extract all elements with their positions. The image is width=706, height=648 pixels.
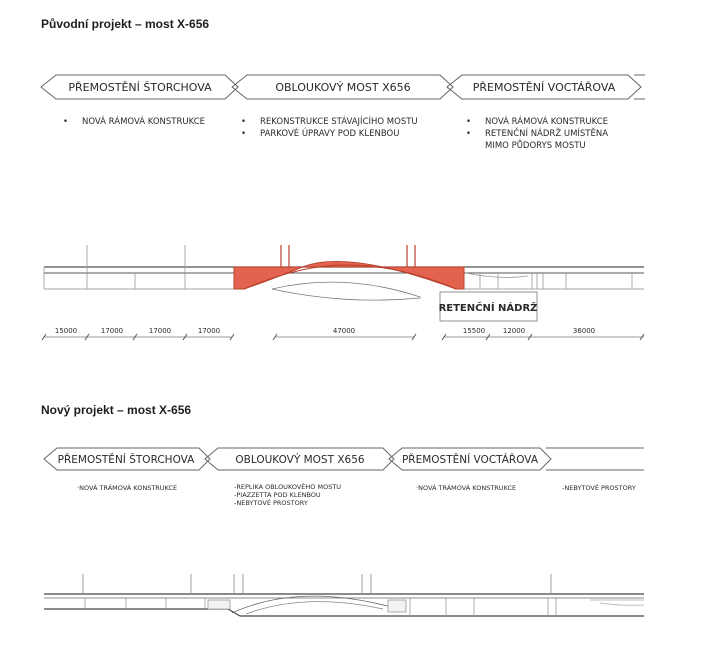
note-item: RETENČNÍ NÁDRŽ UMÍSTĚNA xyxy=(485,129,609,139)
note-item: NOVÁ RÁMOVÁ KONSTRUKCE xyxy=(485,117,609,127)
section-label-voctarova: PŘEMOSTĚNÍ VOCTÁŘOVA xyxy=(472,81,616,94)
section-label-arch: OBLOUKOVÝ MOST X656 xyxy=(235,454,365,466)
note-bullet: • xyxy=(466,129,472,139)
bridge-elevation-original xyxy=(44,245,644,300)
heading-original-project: Původní projekt – most X-656 xyxy=(41,17,210,31)
note-item: ·NOVÁ TRÁMOVÁ KONSTRUKCE xyxy=(416,484,517,492)
dimension-label: 47000 xyxy=(332,327,356,335)
heading-new-project: Nový projekt – most X-656 xyxy=(41,403,192,417)
dimension-label: 17000 xyxy=(197,327,221,335)
new-project-drawing xyxy=(0,428,706,648)
section-label-arch: OBLOUKOVÝ MOST X656 xyxy=(275,81,411,94)
note-item: -NEBYTOVÉ PROSTORY xyxy=(562,484,636,492)
note-item: -PIAZZETTA POD KLENBOU xyxy=(234,491,321,499)
note-item: ·NOVÁ TRÁMOVÁ KONSTRUKCE xyxy=(77,484,178,492)
bridge-elevation-new xyxy=(44,574,644,616)
note-bullet: • xyxy=(466,117,472,127)
original-project-drawing xyxy=(0,60,706,390)
note-item: -NEBYTOVÉ PROSTORY xyxy=(234,499,308,507)
note-bullet: • xyxy=(63,117,69,127)
note-item: PARKOVÉ ÚPRAVY POD KLENBOU xyxy=(260,129,400,139)
note-item: -REPLIKA OBLOUKOVÉHO MOSTU xyxy=(234,483,342,491)
dimension-label: 17000 xyxy=(100,327,124,335)
arch-opening xyxy=(272,282,420,300)
dimension-label: 17000 xyxy=(148,327,172,335)
note-bullet: • xyxy=(241,117,247,127)
note-bullet: • xyxy=(241,129,247,139)
retention-tank-label: RETENČNÍ NÁDRŽ xyxy=(438,303,538,314)
section-label-voctarova: PŘEMOSTĚNÍ VOCTÁŘOVA xyxy=(401,454,539,466)
section-label-storchova: PŘEMOSTĚNÍ ŠTORCHOVA xyxy=(57,454,195,466)
note-item: MIMO PŮDORYS MOSTU xyxy=(485,141,586,151)
dimension-label: 12000 xyxy=(502,327,526,335)
dimension-label: 15500 xyxy=(462,327,486,335)
section-label-storchova: PŘEMOSTĚNÍ ŠTORCHOVA xyxy=(68,81,212,94)
note-item: REKONSTRUKCE STÁVAJÍCÍHO MOSTU xyxy=(260,117,418,127)
dimension-label: 15000 xyxy=(54,327,78,335)
dimension-label: 36000 xyxy=(572,327,596,335)
note-item: NOVÁ RÁMOVÁ KONSTRUKCE xyxy=(82,117,206,127)
